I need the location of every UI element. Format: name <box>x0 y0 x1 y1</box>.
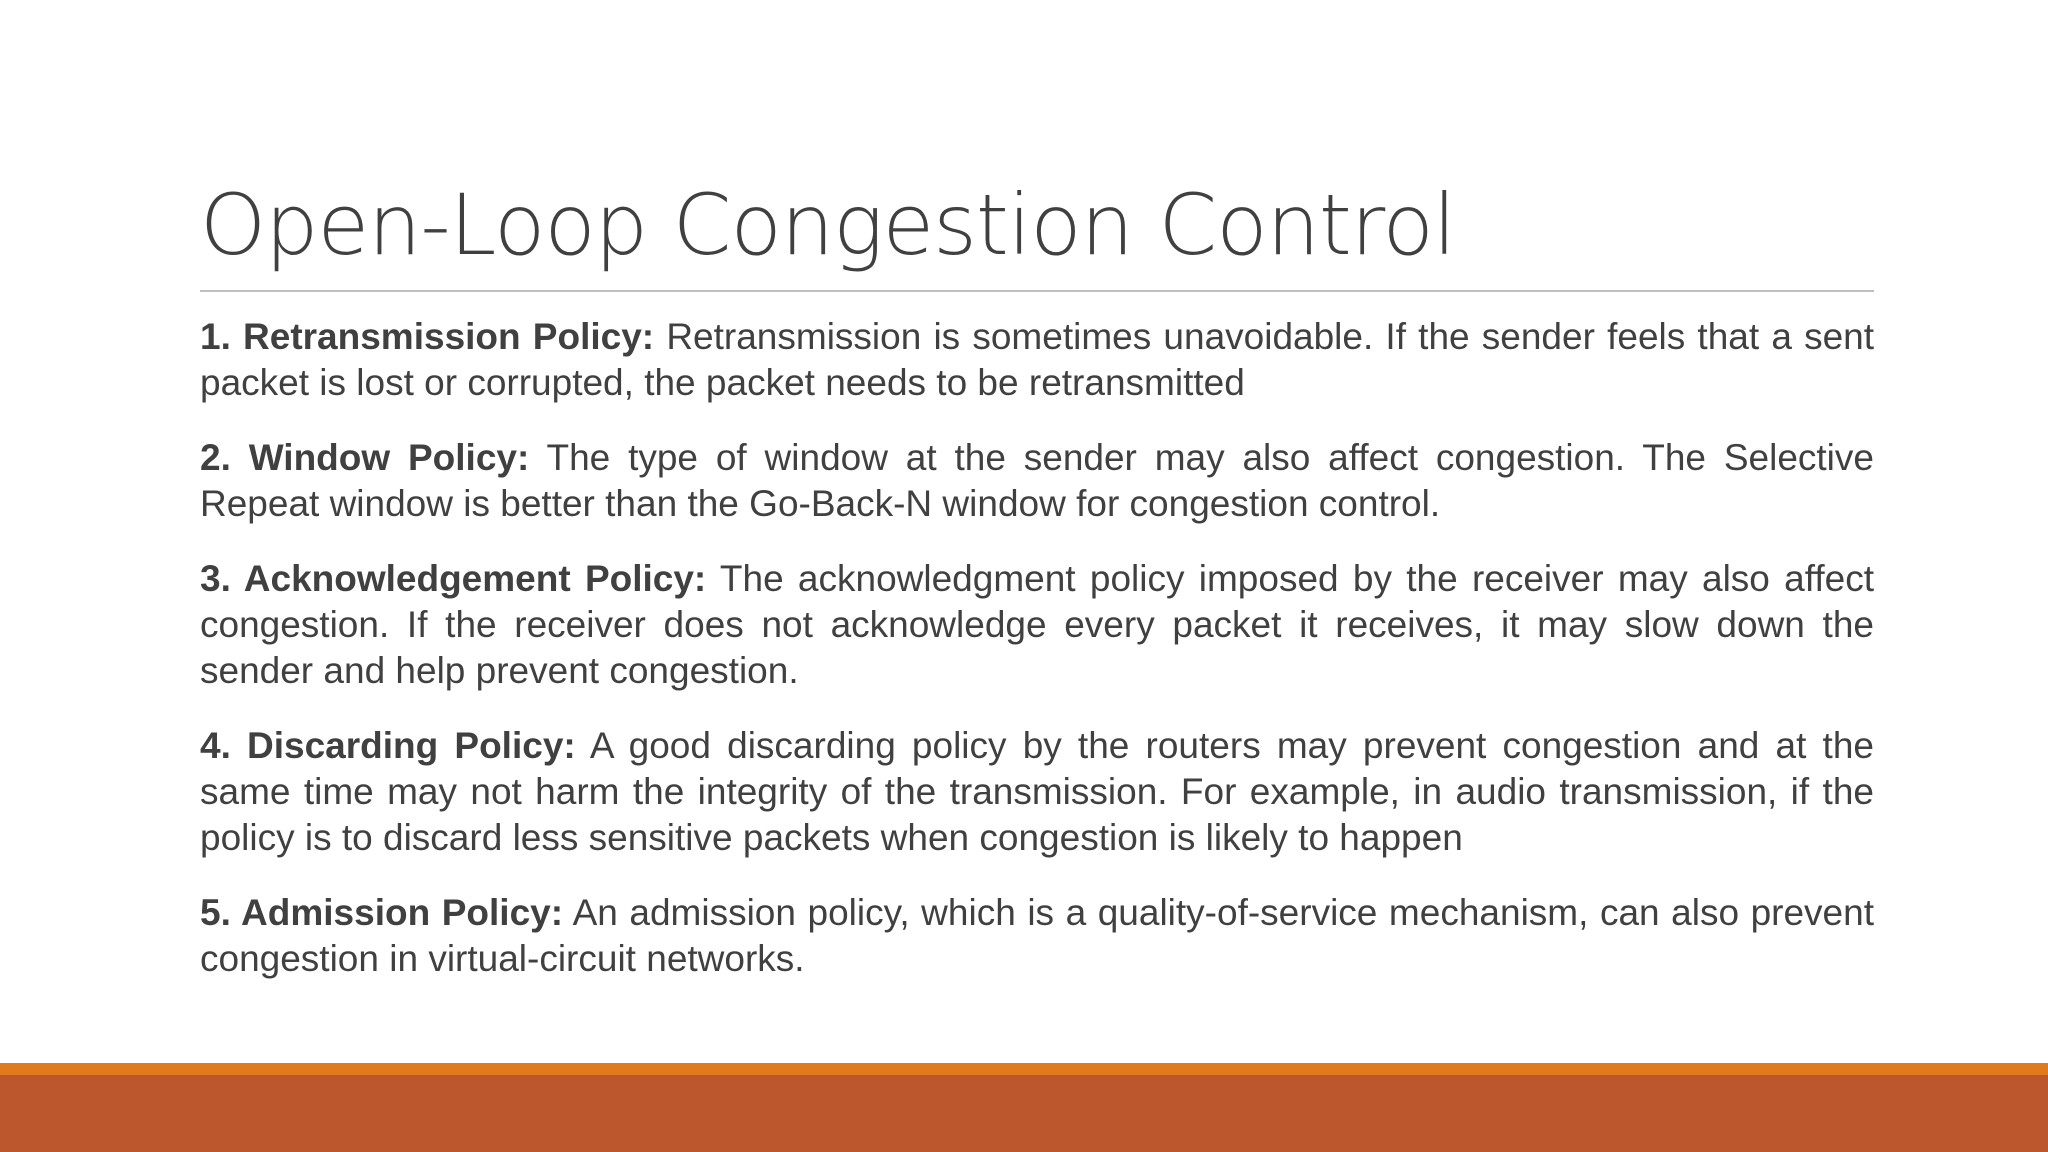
footer-accent-stripe <box>0 1063 2048 1075</box>
policy-list <box>200 314 1874 1011</box>
policy-heading: 2. Window Policy: <box>200 437 530 478</box>
policy-text: The acknowledgment policy imposed by the receiver may also affect congestion. If the receiver does not acknowledge every packet it receives, it may slow down the sender and help prevent congestion. <box>200 558 1874 691</box>
policy-text: Retransmission is sometimes unavoidable. If the sender feels that a sent packet is lost or corrupted, the packet needs to be retransmitted <box>200 316 1875 403</box>
slide-title: Open-Loop Congestion Control <box>200 176 1456 274</box>
footer-band <box>0 1075 2048 1152</box>
policy-item-retransmission <box>200 314 1874 406</box>
policy-item-discarding <box>200 723 1874 861</box>
policy-heading: 5. Admission Policy: <box>200 892 564 933</box>
policy-text: A good discarding policy by the routers may prevent congestion and at the same time may not harm the integrity of the transmission. For example, in audio transmission, if the policy is to discard less sensitive packets when congestion is likely to happen <box>200 725 1874 858</box>
policy-text: An admission policy, which is a quality-of-service mechanism, can also prevent congestion in virtual-circuit networks. <box>200 892 1874 979</box>
policy-item-window <box>200 435 1874 527</box>
policy-item-admission <box>200 890 1874 982</box>
policy-item-acknowledgement <box>200 556 1874 694</box>
policy-heading: 3. Acknowledgement Policy: <box>200 558 707 599</box>
policy-heading: 4. Discarding Policy: <box>200 725 576 766</box>
title-divider <box>200 290 1874 292</box>
policy-text: The type of window at the sender may also affect congestion. The Selective Repeat window is better than the Go-Back-N window for congestion control. <box>200 437 1874 524</box>
policy-heading: 1. Retransmission Policy: <box>200 316 655 357</box>
